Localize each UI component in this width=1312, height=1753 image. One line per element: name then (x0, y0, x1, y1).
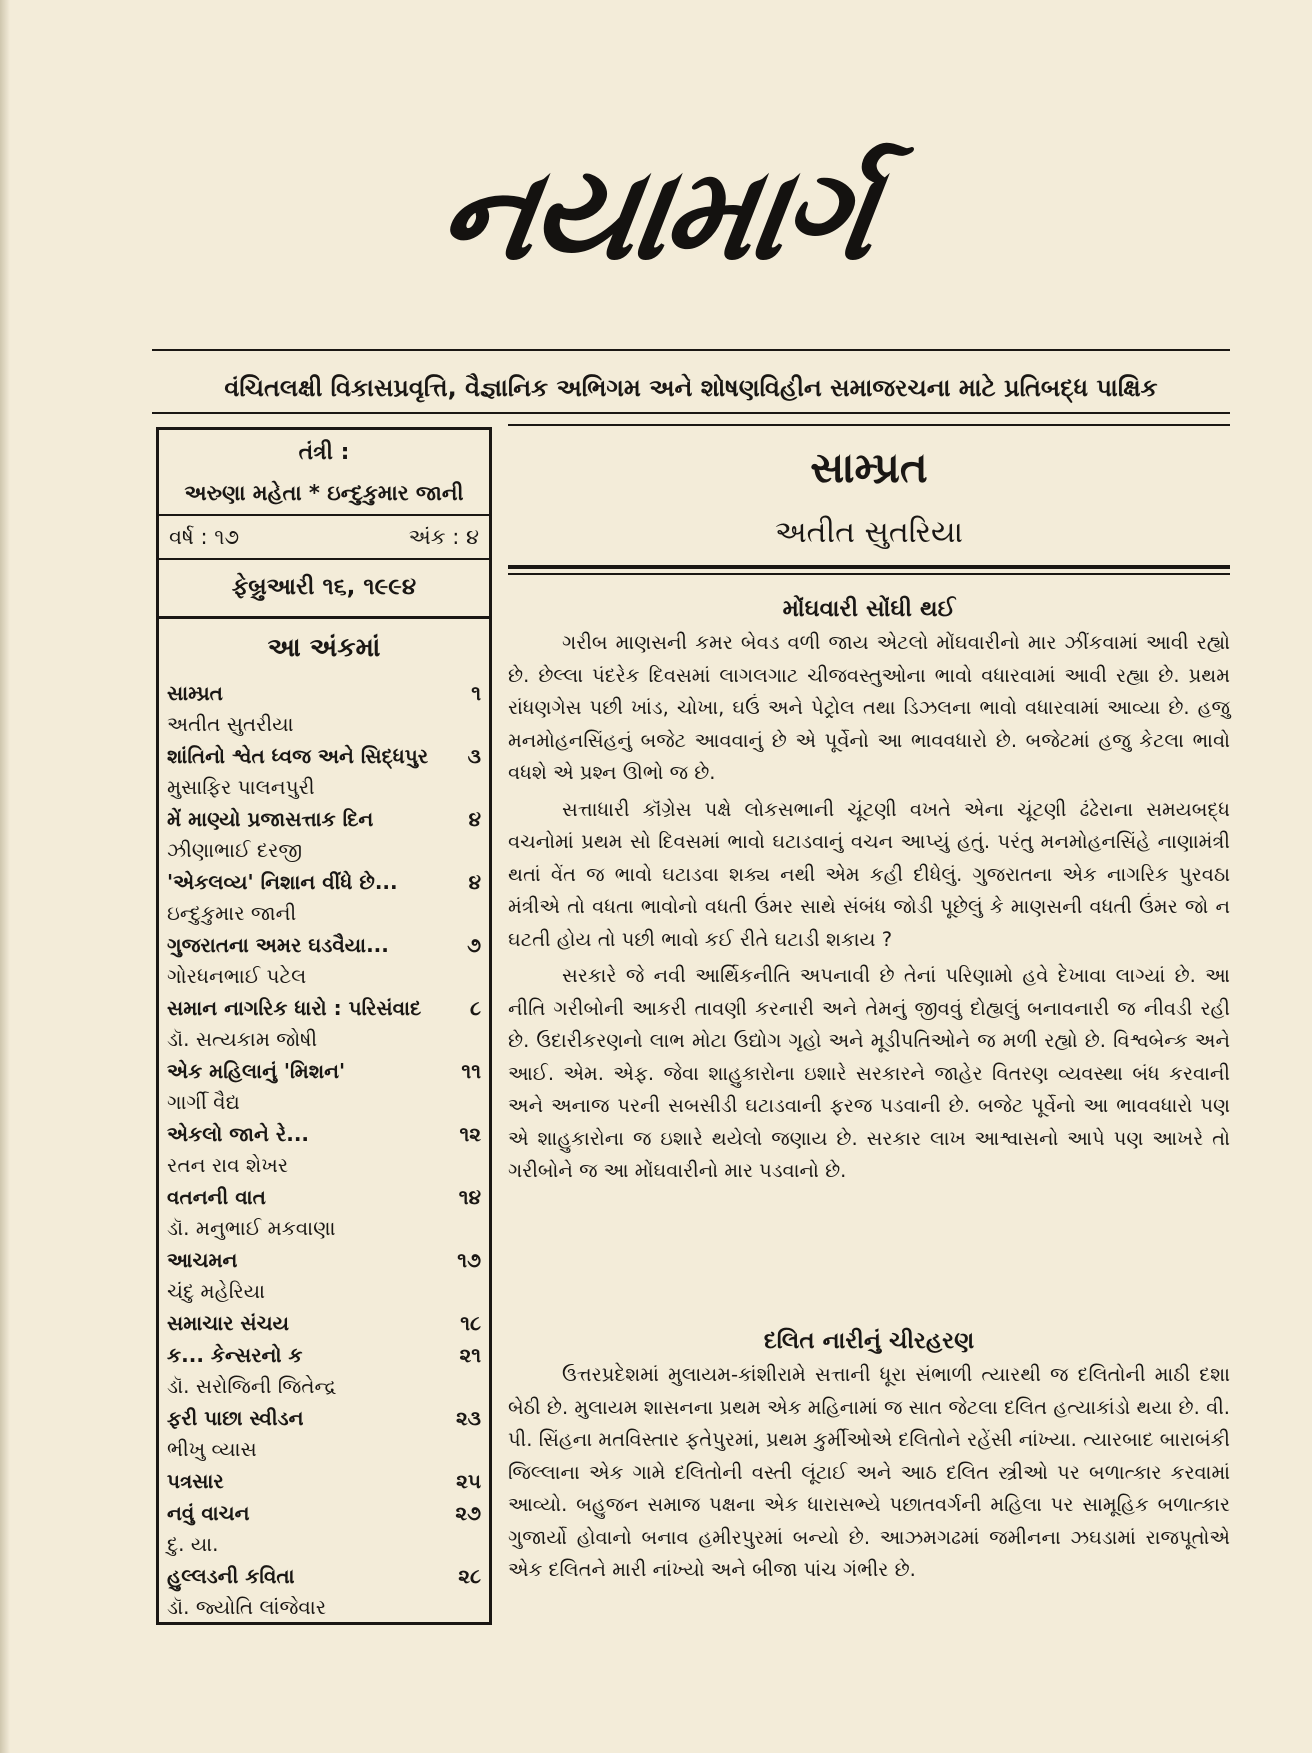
article-heading: દલિત નારીનું ચીરહરણ (763, 1328, 975, 1354)
toc-row (167, 1307, 481, 1339)
toc-entry (167, 803, 481, 866)
toc-page-number: ૧૮ (460, 1311, 481, 1335)
tagline: વંચિતલક્ષી વિકાસપ્રવૃત્તિ, વૈજ્ઞાનિક અભિગમ અને શોષણવિહીન સમાજરચના માટે પ્રતિબદ્ધ પાક્ષિક (224, 374, 1158, 402)
masthead (0, 120, 1312, 320)
article-inflation (508, 591, 1230, 1192)
toc-title: સમાચાર સંચય (167, 1311, 290, 1335)
toc-page-number: ૧૨ (459, 1122, 481, 1146)
toc-title: સામ્પ્રત (167, 681, 223, 705)
toc-row (167, 992, 481, 1024)
toc-entry (167, 1118, 481, 1181)
toc-page-number: ૨૩ (455, 1406, 481, 1430)
toc-title: સમાન નાગરિક ધારો : પરિસંવાદ (167, 996, 422, 1020)
toc-title: આચમન (167, 1248, 238, 1272)
divider (508, 565, 1230, 569)
toc-title: વતનની વાત (167, 1185, 266, 1209)
toc-entry (167, 1244, 481, 1307)
toc-row (167, 1465, 481, 1497)
toc-row (167, 1244, 481, 1276)
sidebar-box (156, 427, 492, 1625)
toc-author: ગોરધનભાઈ પટેલ (167, 964, 307, 988)
toc-page-number: ૨૮ (458, 1564, 481, 1588)
toc-row (167, 1118, 481, 1150)
toc-author: ભીખુ વ્યાસ (167, 1437, 257, 1461)
toc-row (167, 803, 481, 835)
toc-title: ગુજરાતના અમર ઘડવૈયા... (167, 933, 389, 957)
article-paragraph: ઉત્તરપ્રદેશમાં મુલાયમ-કાંશીરામે સત્તાની ધૂરા સંભાળી ત્યારથી જ દલિતોની માઠી દશા બેઠી છે. મુલાયમ શાસનના પ્રથમ એક મહિનામાં જ સાત જેટલા દલિત હત્યાકાંડો થયા છે. વી. પી. સિંહના મતવિસ્તાર ફતેપુરમાં, પ્રથમ કુર્મીઓએ દલિતોને રહેંસી નાંખ્યા. ત્યારબાદ બારાબંકી જિલ્લાના એક ગામે દલિતોની વસ્તી લૂંટાઈ અને આઠ દલિત સ્ત્રીઓ પર બળાત્કાર કરવામાં આવ્યો. બહુજન સમાજ પક્ષના એક ધારાસભ્યે પછાતવર્ગની મહિલા પર સામૂહિક બળાત્કાર ગુજાર્યો હોવાનો બનાવ હમીરપુરમાં બન્યો છે. આઝમગઢમાં જમીનના ઝઘડામાં રાજપૂતોએ એક દલિતને મારી નાંખ્યો અને બીજા પાંચ ગંભીર છે. (508, 1363, 1230, 1581)
toc-page-number: ૧ (471, 681, 481, 705)
toc-page-number: ૧૧ (461, 1059, 481, 1083)
toc-page-number: ૪ (468, 870, 481, 894)
toc-entry (167, 1402, 481, 1465)
toc-title: હુલ્લડની કવિતા (167, 1564, 295, 1588)
toc-author: દુ. યા. (167, 1532, 219, 1556)
section-author: અતીત સુતરિયા (775, 515, 963, 550)
toc-row (167, 677, 481, 709)
toc-title: ફરી પાછા સ્વીડન (167, 1406, 304, 1430)
toc-entry (167, 1339, 481, 1402)
toc-row (167, 1560, 481, 1592)
table-of-contents (159, 677, 489, 1623)
issue-number: અંક : ૪ (408, 525, 479, 549)
toc-page-number: ૮ (470, 996, 481, 1020)
toc-row (167, 1339, 481, 1371)
article-paragraph: સત્તાધારી કૉંગ્રેસ પક્ષે લોકસભાની ચૂંટણી વખતે એના ચૂંટણી ઢંઢેરાના સમયબદ્ધ વચનોમાં પ્રથમ સો દિવસમાં ભાવો ઘટાડવાનું વચન આપ્યું હતું. પરંતુ મનમોહનસિંહે નાણામંત્રી થતાં વેંત જ ભાવો ઘટાડવા શક્ય નથી એમ કહી દીધેલું. ગુજરાતના એક નાગરિક પુરવઠા મંત્રીએ તો વધતા ભાવોનો વધતી ઉંમર સાથે સંબંધ જોડી પૂછેલું કે માણસની વધતી ઉંમર જો ન ઘટતી હોય તો પછી ભાવો કઈ રીતે ઘટાડી શકાય ? (508, 797, 1230, 951)
toc-author: ડૉ. જ્યોતિ લાંજેવાર (167, 1595, 327, 1619)
article-paragraph: ગરીબ માણસની કમર બેવડ વળી જાય એટલો મોંઘવારીનો માર ઝીંકવામાં આવી રહ્યો છે. છેલ્લા પંદરેક દિવસમાં લાગલગાટ ચીજવસ્તુઓના ભાવો વધારવામાં આવી રહ્યા છે. પ્રથમ રાંધણગેસ પછી ખાંડ, ચોખા, ઘઉં અને પેટ્રોલ તથા ડિઝલના ભાવો વધારવામાં આવ્યા છે. હજુ મનમોહનસિંહનું બજેટ આવવાનું છે એ પૂર્વેનો આ ભાવવધારો છે. બજેટમાં હજુ કેટલા ભાવો વધશે એ પ્રશ્ન ઊભો જ છે. (508, 631, 1230, 784)
toc-page-number: ૪ (468, 807, 481, 831)
toc-entry (167, 677, 481, 740)
editor-names: અરુણા મહેતા * ઇન્દુકુમાર જાની (159, 476, 489, 516)
toc-author: અતીત સુતરીયા (167, 712, 294, 736)
toc-row (167, 929, 481, 961)
divider (152, 349, 1230, 351)
toc-row (167, 1497, 481, 1529)
divider (508, 424, 1230, 426)
toc-page-number: ૭ (467, 933, 481, 957)
toc-title: 'એકલવ્ય' નિશાન વીંધે છે... (167, 870, 398, 894)
toc-page-number: ૧૪ (458, 1185, 481, 1209)
toc-page-number: ૨૫ (456, 1469, 481, 1493)
toc-entry (167, 1497, 481, 1560)
volume-number: વર્ષ : ૧૭ (169, 525, 240, 549)
article-heading: મોંઘવારી સોંઘી થઈ (782, 596, 956, 622)
toc-page-number: ૧૭ (457, 1248, 481, 1272)
toc-entry (167, 866, 481, 929)
toc-title: નવું વાચન (167, 1501, 250, 1525)
toc-entry (167, 1181, 481, 1244)
toc-title: એકલો જાને રે... (167, 1122, 310, 1146)
toc-page-number: ૩ (467, 744, 481, 768)
toc-page-number: ૨૧ (459, 1343, 481, 1367)
toc-row (167, 1402, 481, 1434)
toc-author: ડૉ. સત્યકામ જોષી (167, 1027, 318, 1051)
toc-entry (167, 992, 481, 1055)
masthead-logo: નયામાર્ગ (430, 140, 882, 289)
article-dalit-women (508, 1323, 1230, 1591)
toc-row (167, 740, 481, 772)
volume-issue (159, 516, 489, 560)
divider (152, 412, 1230, 414)
toc-entry (167, 929, 481, 992)
toc-entry (167, 1307, 481, 1339)
toc-entry (167, 1465, 481, 1497)
toc-row (167, 866, 481, 898)
toc-title: ક... કેન્સરનો ક (167, 1343, 303, 1367)
contents-heading: આ અંકમાં (267, 633, 381, 663)
toc-title: મેં માણ્યો પ્રજાસત્તાક દિન (167, 807, 374, 831)
editor-label: તંત્રી : (298, 440, 350, 465)
toc-author: ગાર્ગી વૈદ્ય (167, 1090, 240, 1114)
toc-row (167, 1055, 481, 1087)
toc-author: ડૉ. સરોજિની જિતેન્દ્ર (167, 1374, 337, 1398)
toc-author: ચંદુ મહેરિયા (167, 1279, 266, 1303)
toc-author: ઇન્દુકુમાર જાની (167, 901, 297, 925)
divider (508, 573, 1230, 575)
toc-author: ઝીણાભાઈ દરજી (167, 838, 303, 862)
toc-entry (167, 1560, 481, 1623)
section-title: સામ્પ્રત (810, 443, 928, 492)
toc-title: પત્રસાર (167, 1469, 224, 1493)
toc-title: શાંતિનો શ્વેત ધ્વજ અને સિદ્ધપુર (167, 744, 429, 768)
toc-author: મુસાફિર પાલનપુરી (167, 775, 315, 799)
toc-entry (167, 740, 481, 803)
toc-entry (167, 1055, 481, 1118)
article-paragraph: સરકારે જે નવી આર્થિકનીતિ અપનાવી છે તેનાં પરિણામો હવે દેખાવા લાગ્યાં છે. આ નીતિ ગરીબોની આકરી તાવણી કરનારી અને તેમનું જીવવું દોહ્યલું બનાવનારી જ નીવડી રહી છે. ઉદારીકરણનો લાભ મોટા ઉદ્યોગ ગૃહો અને મૂડીપતિઓને જ મળી રહ્યો છે. વિશ્વબેન્ક અને આઈ. એમ. એફ. જેવા શાહુકારોના ઇશારે સરકારને જાહેર વિતરણ વ્યવસ્થા બંધ કરવાની અને અનાજ પરની સબસીડી ઘટાડવાની ફરજ પડવાની છે. બજેટ પૂર્વેનો આ ભાવવધારો પણ એ શાહુકારોના જ ઇશારે થયેલો જણાય છે. સરકાર લાખ આશ્વાસનો આપે પણ આખરે તો ગરીબોને જ આ મોંઘવારીનો માર પડવાનો છે. (508, 964, 1230, 1182)
toc-row (167, 1181, 481, 1213)
toc-page-number: ૨૭ (455, 1501, 481, 1525)
toc-author: ડૉ. મનુભાઈ મકવાણા (167, 1216, 336, 1240)
toc-author: રતન રાવ શેખર (167, 1153, 289, 1177)
toc-title: એક મહિલાનું 'મિશન' (167, 1059, 346, 1083)
issue-date: ફેબ્રુઆરી ૧૬, ૧૯૯૪ (159, 560, 489, 619)
